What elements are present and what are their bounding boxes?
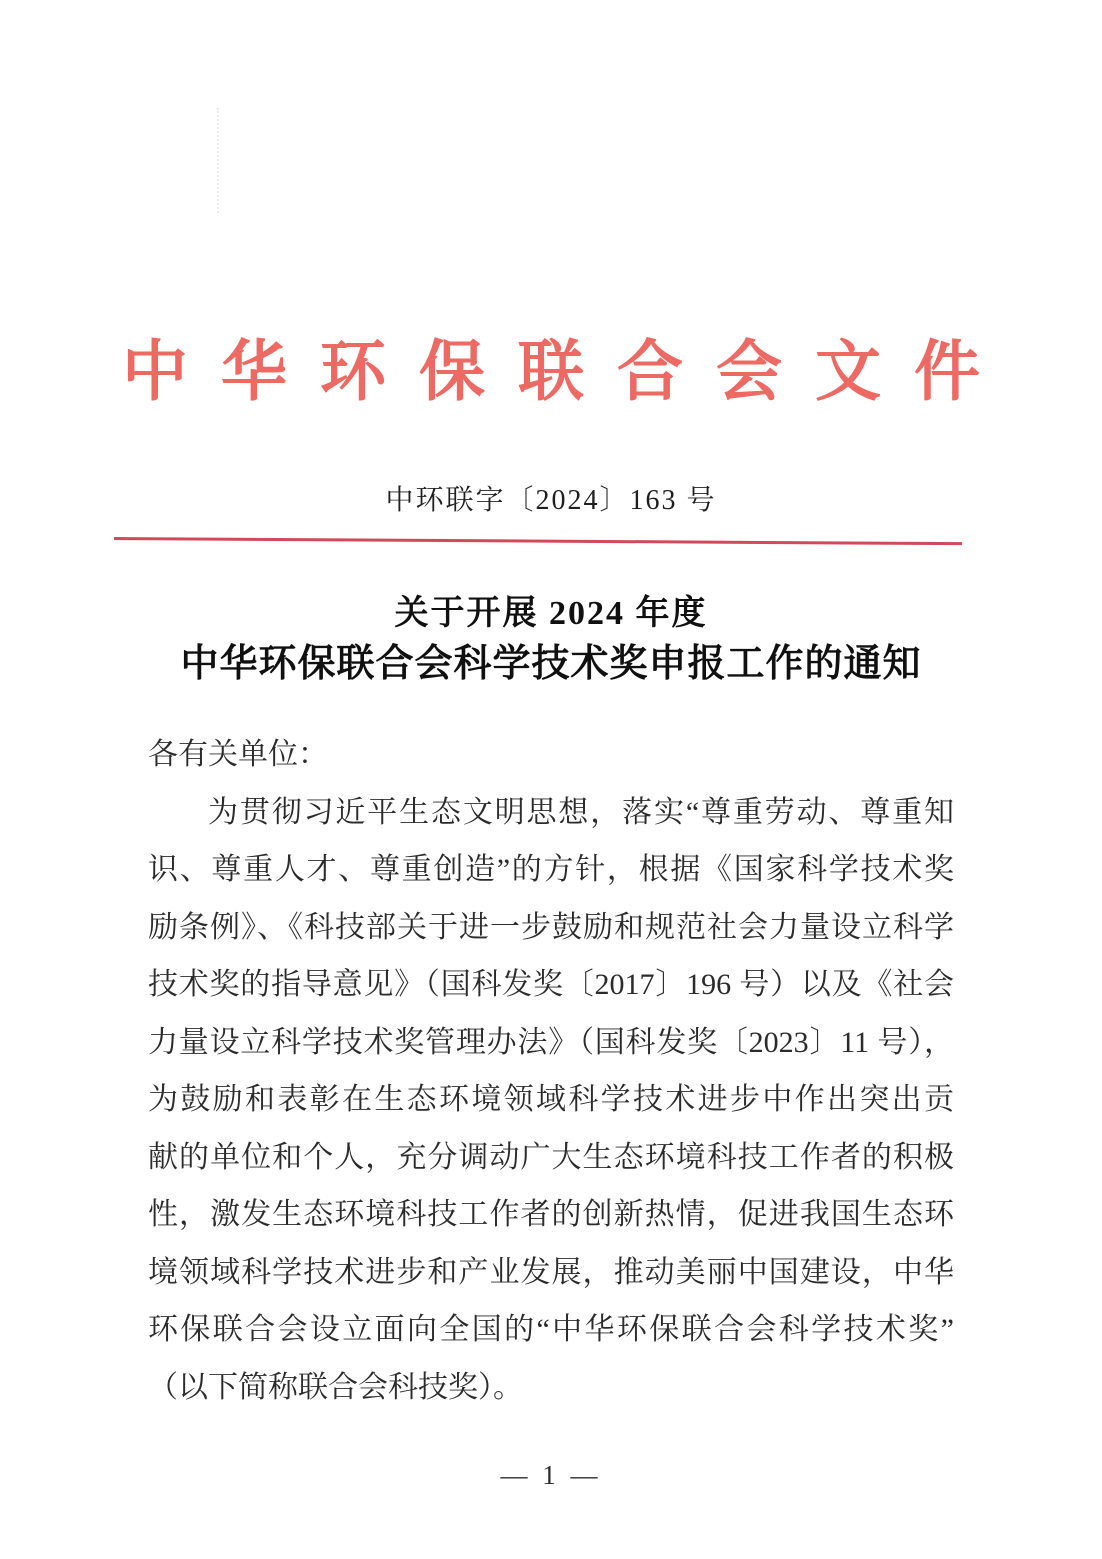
doc-number: 中环联字〔2024〕163 号 bbox=[385, 485, 717, 516]
body-line: 献的单位和个人，充分调动广大生态环境科技工作者的积极 bbox=[148, 1140, 954, 1174]
org-title: 中华环保联合会文件 bbox=[122, 336, 1013, 409]
page-number: — 1 — bbox=[500, 1460, 602, 1490]
document-title-line2: 中华环保联合会科学技术奖申报工作的通知 bbox=[180, 643, 922, 685]
body-line: 环保联合会设立面向全国的“中华环保联合会科学技术奖” bbox=[148, 1313, 954, 1346]
salutation: 各有关单位： bbox=[148, 738, 328, 771]
body-line: 励条例》、《科技部关于进一步鼓励和规范社会力量设立科学 bbox=[148, 910, 954, 944]
body-line: 识、尊重人才、尊重创造”的方针，根据《国家科学技术奖 bbox=[148, 853, 954, 886]
red-separator-line bbox=[114, 537, 962, 545]
document-title-line1: 关于开展 2024 年度 bbox=[394, 595, 708, 632]
body-text bbox=[148, 726, 954, 1416]
body-line: 技术奖的指导意见》（国科发奖〔2017〕196 号）以及《社会 bbox=[148, 968, 954, 1001]
body-line: 为鼓励和表彰在生态环境领域科学技术进步中作出突出贡 bbox=[148, 1083, 954, 1116]
body-line: 性，激发生态环境科技工作者的创新热情，促进我国生态环 bbox=[148, 1198, 954, 1231]
body-line: 境领域科学技术进步和产业发展，推动美丽中国建设，中华 bbox=[148, 1255, 954, 1289]
document-title bbox=[0, 590, 1102, 690]
red-header bbox=[0, 318, 1102, 413]
body-line: 为贯彻习近平生态文明思想，落实“尊重劳动、尊重知 bbox=[208, 795, 954, 829]
body-line: （以下简称联合会科技奖）。 bbox=[148, 1370, 523, 1404]
body-line: 力量设立科学技术奖管理办法》（国科发奖〔2023〕11 号）， bbox=[148, 1025, 954, 1059]
scan-artifact-line bbox=[217, 108, 219, 213]
